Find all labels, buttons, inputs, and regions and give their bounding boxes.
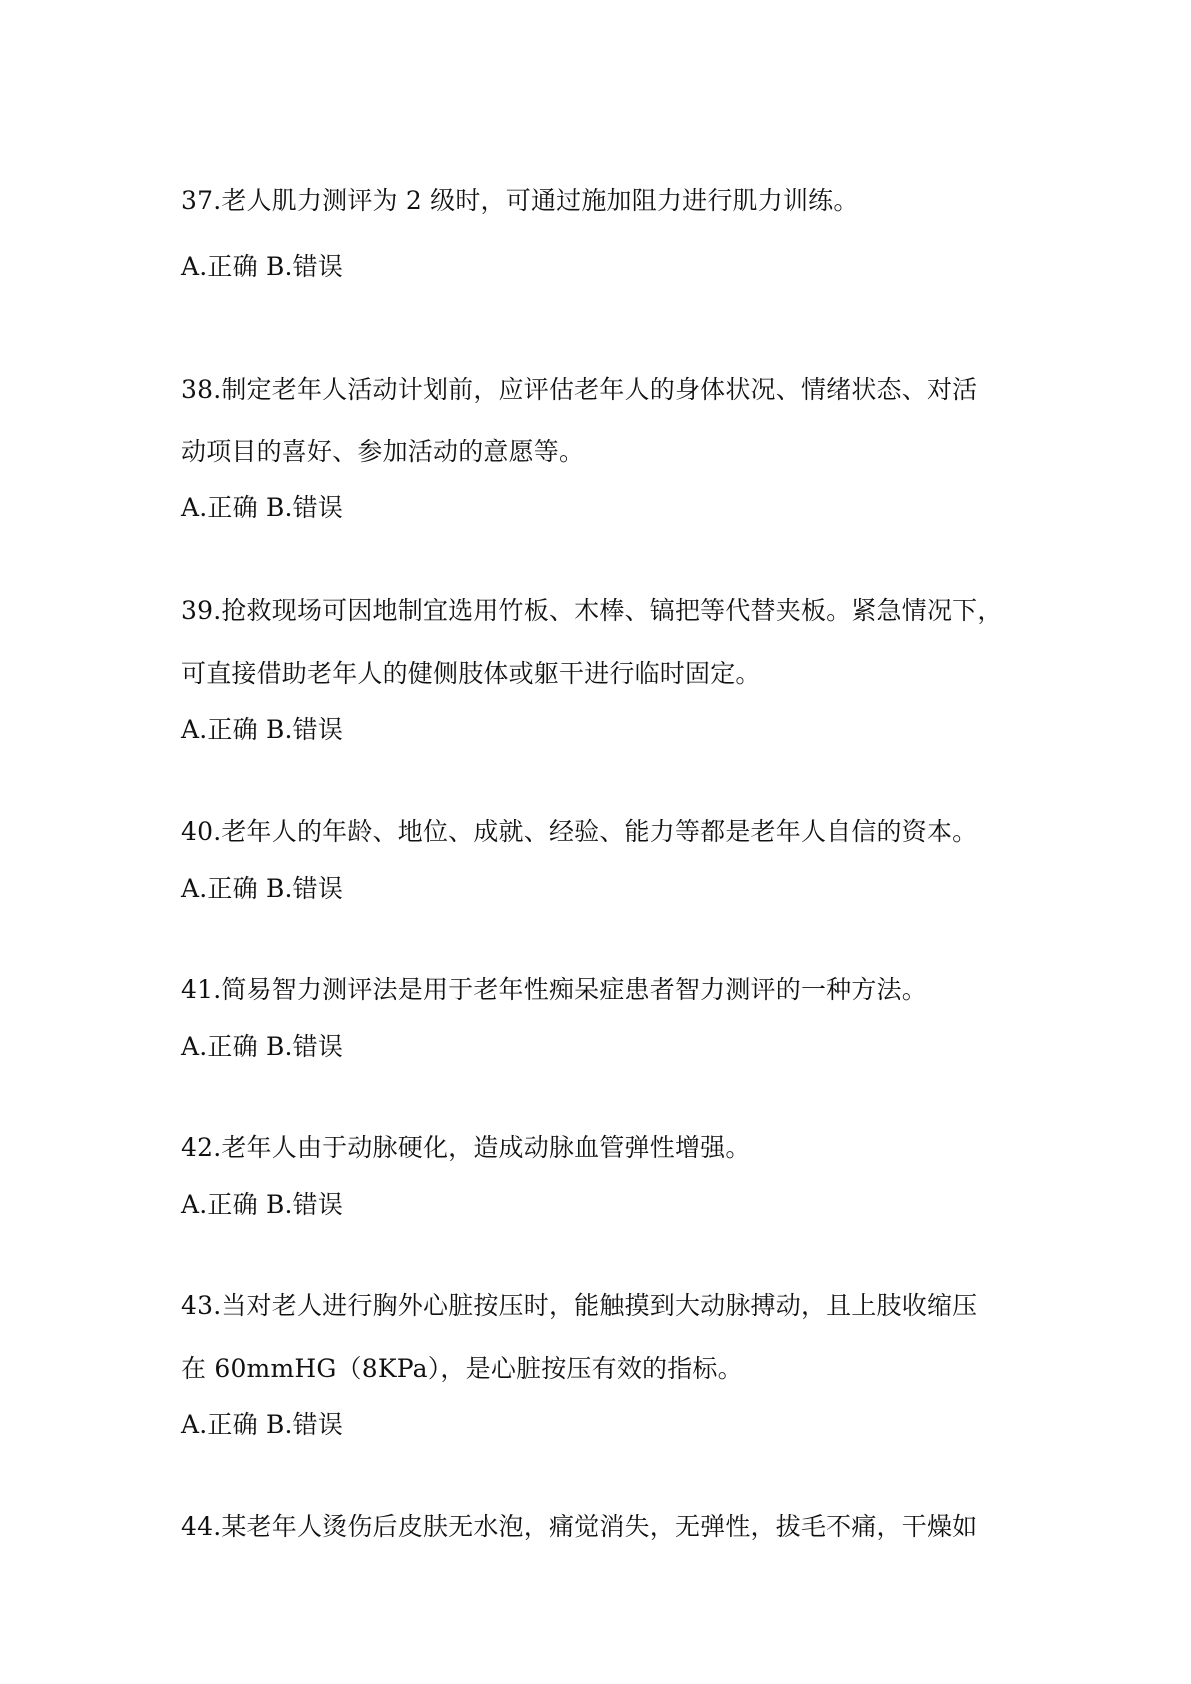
question-39-line-1: 39.抢救现场可因地制宜选用竹板、木棒、镐把等代替夹板。紧急情况下， bbox=[181, 596, 1003, 625]
question-39-options: A.正确 B.错误 bbox=[181, 715, 344, 744]
question-38-line-1: 38.制定老年人活动计划前，应评估老年人的身体状况、情绪状态、对活 bbox=[181, 375, 978, 404]
question-43-line-2: 在 60mmHG（8KPa），是心脏按压有效的指标。 bbox=[181, 1354, 743, 1383]
question-43-line-1: 43.当对老人进行胸外心脏按压时，能触摸到大动脉搏动，且上肢收缩压 bbox=[181, 1291, 978, 1320]
question-37-options: A.正确 B.错误 bbox=[181, 252, 344, 281]
question-40-line-1: 40.老年人的年龄、地位、成就、经验、能力等都是老年人自信的资本。 bbox=[181, 817, 978, 846]
question-41-line-1: 41.简易智力测评法是用于老年性痴呆症患者智力测评的一种方法。 bbox=[181, 975, 927, 1004]
question-42-options: A.正确 B.错误 bbox=[181, 1190, 344, 1219]
question-41-options: A.正确 B.错误 bbox=[181, 1032, 344, 1061]
question-40-options: A.正确 B.错误 bbox=[181, 874, 344, 903]
question-38-line-2: 动项目的喜好、参加活动的意愿等。 bbox=[181, 437, 585, 466]
question-37-line-1: 37.老人肌力测评为 2 级时，可通过施加阻力进行肌力训练。 bbox=[181, 186, 859, 215]
question-44-line-1: 44.某老年人烫伤后皮肤无水泡，痛觉消失，无弹性，拔毛不痛，干燥如 bbox=[181, 1512, 978, 1541]
question-42-line-1: 42.老年人由于动脉硬化，造成动脉血管弹性增强。 bbox=[181, 1133, 751, 1162]
question-39-line-2: 可直接借助老年人的健侧肢体或躯干进行临时固定。 bbox=[181, 659, 761, 688]
question-38-options: A.正确 B.错误 bbox=[181, 493, 344, 522]
question-43-options: A.正确 B.错误 bbox=[181, 1410, 344, 1439]
